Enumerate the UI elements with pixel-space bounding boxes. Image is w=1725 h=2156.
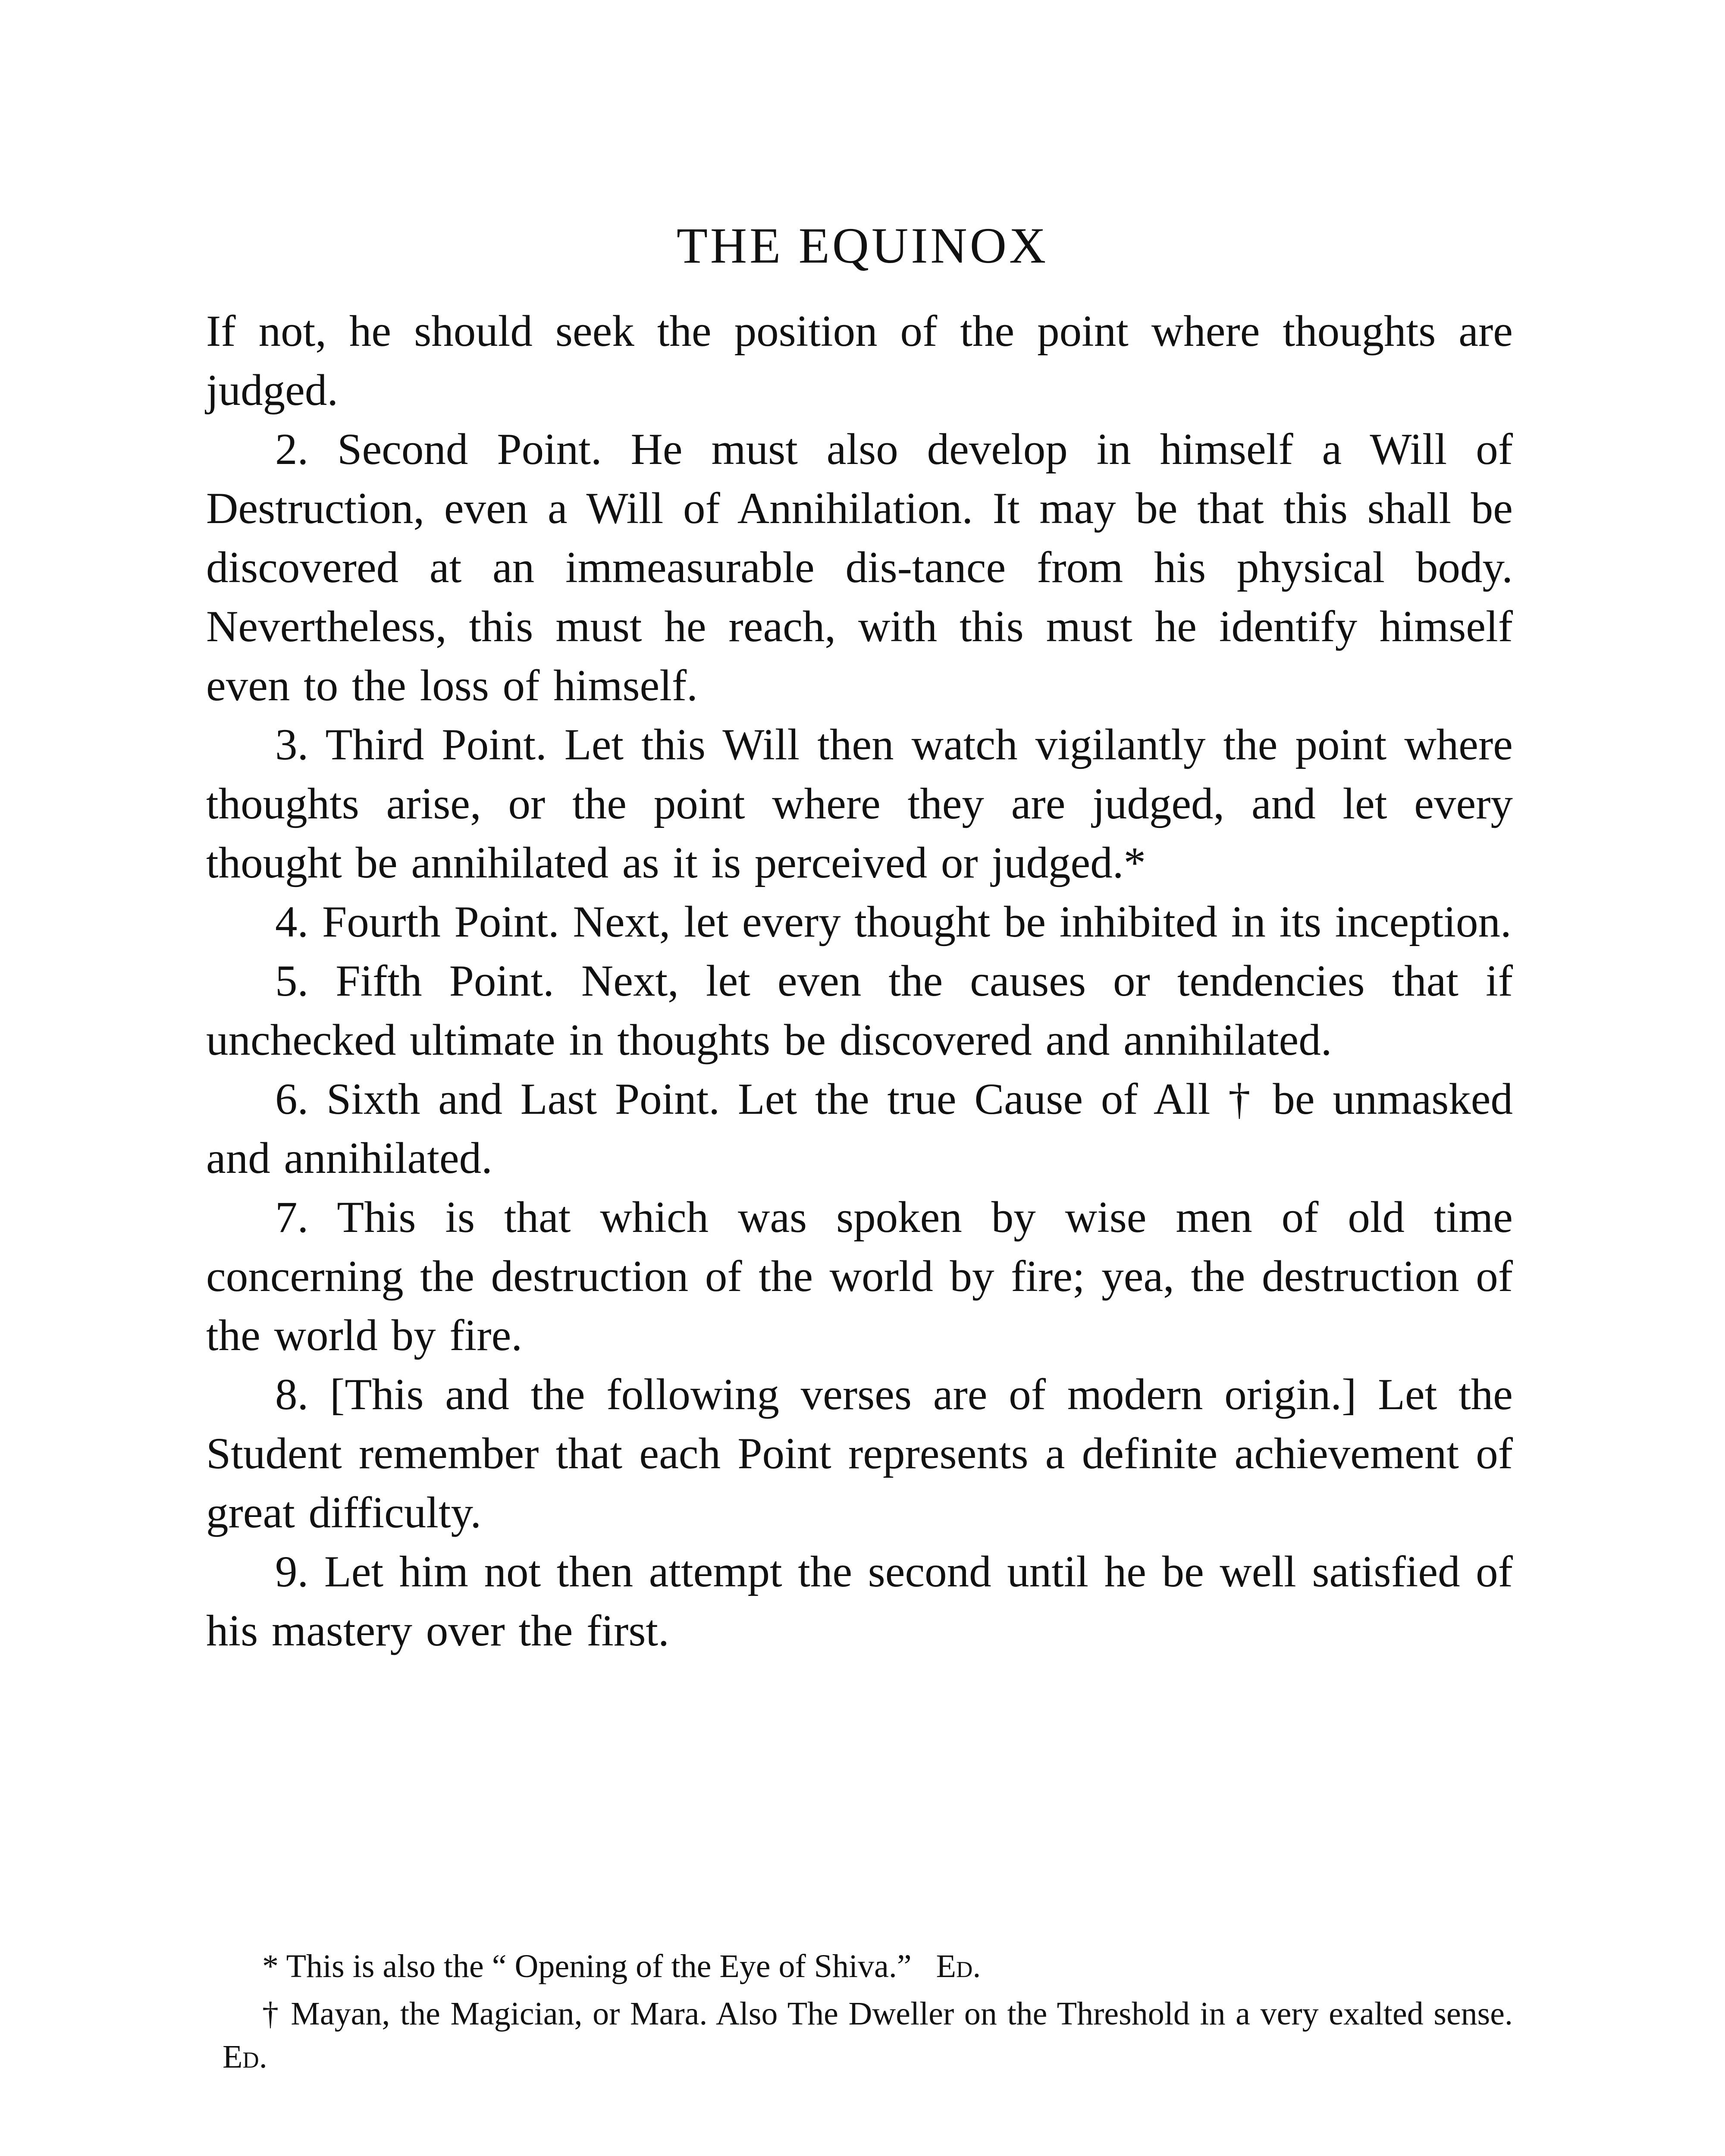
footnote-signature: Ed. (936, 1948, 981, 1984)
running-head: THE EQUINOX (676, 217, 1049, 274)
paragraph-seven: 7. This is that which was spoken by wise men of old time concerning the destruction of the world by fire; yea, the destruction of the world by fire. (206, 1193, 1513, 1360)
paragraph-fifth-point: 5. Fifth Point. Next, let even the causes or tendencies that if unchecked ultimate in thoughts be discovered and annihilated. (206, 956, 1513, 1065)
footnote-asterisk (206, 1945, 1513, 1988)
paragraph-third-point: 3. Third Point. Let this Will then watch vigilantly the point where thoughts arise, or the point where they are judged, and let every thought be annihilated as it is perceived or judged.* (206, 720, 1513, 887)
footnote-text: * This is also the “ Opening of the Eye of Shiva.” (262, 1948, 912, 1984)
paragraph-eight: 8. [This and the following verses are of modern origin.] Let the Student remember that each Point represents a definite achievement of great difficulty. (206, 1370, 1513, 1537)
footnotes (206, 1945, 1513, 2083)
footnote-signature: Ed. (223, 2039, 267, 2075)
paragraph-continuation: If not, he should seek the position of the point where thoughts are judged. (206, 307, 1513, 415)
footnote-dagger (206, 1992, 1513, 2078)
paragraph-nine: 9. Let him not then attempt the second until he be well satisfied of his mastery over the first. (206, 1547, 1513, 1655)
paragraph-fourth-point: 4. Fourth Point. Next, let every thought be inhibited in its inception. (275, 897, 1512, 946)
footnote-text: † Mayan, the Magician, or Mara. Also The Dweller on the Threshold in a very exalted sense. (262, 1996, 1513, 2032)
paragraph-second-point: 2. Second Point. He must also develop in himself a Will of Destruction, even a Will of Annihilation. It may be that this shall be discovered at an immeasurable dis-tance from his physical body. Nevertheless, this must he reach, with this must he identify himself even to the loss of himself. (206, 425, 1513, 710)
paragraph-sixth-point: 6. Sixth and Last Point. Let the true Cause of All † be unmasked and annihilated. (206, 1075, 1513, 1183)
body-text (206, 302, 1513, 1661)
